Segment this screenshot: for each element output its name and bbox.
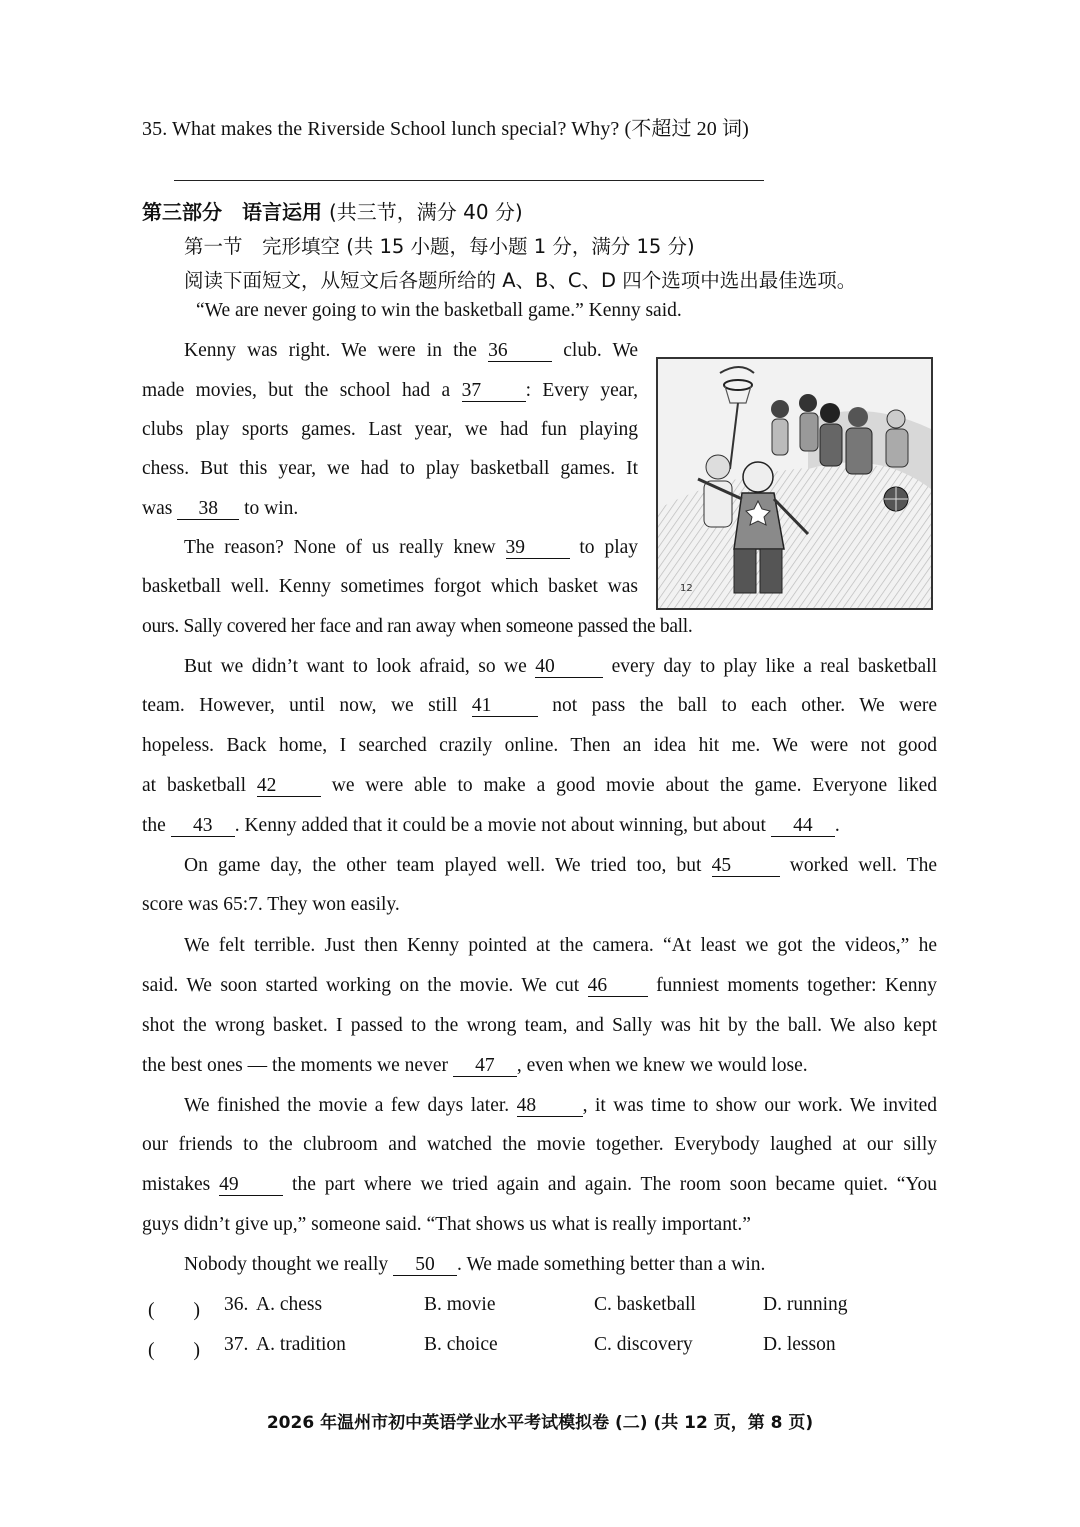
- option-b: B. movie: [424, 1294, 496, 1315]
- jersey-number: 12: [680, 583, 693, 594]
- text: the part where we tried again and again. The room soon became quiet. “You: [292, 1174, 937, 1195]
- basketball-illustration: [656, 357, 933, 610]
- passage-line: [142, 975, 937, 997]
- blank-48[interactable]: 48: [517, 1096, 583, 1117]
- text: was: [142, 498, 173, 519]
- text: team. However, until now, we still: [142, 695, 458, 716]
- passage-line: We felt terrible. Just then Kenny pointed at the camera. “At least we got the videos,” he: [184, 935, 937, 956]
- text: Kenny was right. We were in the: [184, 340, 477, 361]
- blank-50[interactable]: 50: [393, 1255, 457, 1276]
- text: But we didn’t want to look afraid, so we: [184, 656, 527, 677]
- blank-44[interactable]: 44: [771, 816, 835, 837]
- section-title-text: 第三部分 语言运用: [142, 200, 322, 224]
- option-d: D. running: [763, 1294, 848, 1315]
- passage-line: our friends to the clubroom and watched the movie together. Everybody laughed at our silly: [142, 1134, 937, 1155]
- text: to play: [579, 537, 639, 558]
- passage-line: score was 65:7. They won easily.: [142, 894, 400, 915]
- basketball-icon: [884, 487, 908, 511]
- option-number: 36.: [224, 1294, 249, 1315]
- option-c: C. discovery: [594, 1334, 693, 1355]
- page-footer: 2026 年温州市初中英语学业水平考试模拟卷 (二) (共 12 页，第 8 页): [266, 1413, 814, 1433]
- blank-36[interactable]: 36: [488, 341, 552, 362]
- text: . We made something better than a win.: [457, 1254, 766, 1275]
- passage-line: hopeless. Back home, I searched crazily online. Then an idea hit me. We were not good: [142, 735, 937, 756]
- blank-41[interactable]: 41: [472, 696, 538, 717]
- passage-line: [142, 380, 638, 402]
- section-title-note: (共三节，满分 40 分): [328, 200, 523, 224]
- text: every day to play like a real basketball: [611, 656, 938, 677]
- blank-39[interactable]: 39: [506, 538, 570, 559]
- passage-line: chess. But this year, we had to play basketball games. It: [142, 458, 638, 479]
- text: the: [142, 815, 166, 836]
- answer-line[interactable]: [174, 180, 764, 181]
- passage-line: [184, 855, 937, 877]
- section-title: [142, 196, 523, 225]
- text: funniest moments together: Kenny: [656, 975, 938, 996]
- passage-line: [184, 656, 937, 678]
- option-a: A. tradition: [256, 1334, 346, 1355]
- passage-line: [142, 1055, 808, 1077]
- blank-47[interactable]: 47: [453, 1056, 517, 1077]
- text: made movies, but the school had a: [142, 380, 451, 401]
- passage-line: [142, 815, 840, 837]
- blank-38[interactable]: 38: [177, 499, 239, 520]
- blank-49[interactable]: 49: [219, 1175, 283, 1196]
- option-b: B. choice: [424, 1334, 498, 1355]
- text: mistakes: [142, 1174, 211, 1195]
- passage-line: [142, 498, 298, 520]
- option-a: A. chess: [256, 1294, 323, 1315]
- blank-45[interactable]: 45: [712, 856, 780, 877]
- passage-line: guys didn’t give up,” someone said. “That shows us what is really important.”: [142, 1214, 751, 1235]
- text: club. We: [563, 340, 638, 361]
- option-number: 37.: [224, 1334, 249, 1355]
- passage-line: [142, 1174, 937, 1196]
- text: We finished the movie a few days later.: [184, 1095, 510, 1116]
- text: at basketball: [142, 775, 246, 796]
- text: On game day, the other team played well. We tried too, but: [184, 855, 702, 876]
- text: worked well. The: [789, 855, 938, 876]
- text: to win.: [244, 498, 299, 519]
- passage-line: shot the wrong basket. I passed to the wrong team, and Sally was hit by the ball. We also kept: [142, 1015, 937, 1036]
- text: The reason? None of us really knew: [184, 537, 496, 558]
- text: . Kenny added that it could be a movie not about winning, but about: [234, 815, 766, 836]
- text: we were able to make a good movie about the game. Everyone liked: [331, 775, 937, 796]
- section-subtitle: 第一节 完形填空 (共 15 小题，每小题 1 分，满分 15 分): [184, 235, 695, 258]
- answer-paren[interactable]: ( ): [148, 1340, 200, 1361]
- text: not pass the ball to each other. We were: [552, 695, 938, 716]
- question-35: 35. What makes the Riverside School lunch special? Why? (不超过 20 词): [142, 118, 749, 140]
- blank-43[interactable]: 43: [171, 816, 235, 837]
- text: Nobody thought we really: [184, 1254, 389, 1275]
- basketball-players-drawing: [658, 359, 931, 608]
- passage-line: ours. Sally covered her face and ran away when someone passed the ball.: [142, 616, 693, 637]
- blank-42[interactable]: 42: [257, 776, 321, 797]
- blank-37[interactable]: 37: [462, 381, 526, 402]
- passage-line: basketball well. Kenny sometimes forgot which basket was: [142, 576, 638, 597]
- passage-line: [142, 775, 937, 797]
- text: .: [834, 815, 840, 836]
- text: said. We soon started working on the movie. We cut: [142, 975, 580, 996]
- passage-line: [184, 537, 638, 559]
- passage-line: [142, 695, 937, 717]
- passage-line: [184, 340, 638, 362]
- passage-line: [184, 1095, 937, 1117]
- blank-40[interactable]: 40: [535, 657, 603, 678]
- option-c: C. basketball: [594, 1294, 696, 1315]
- option-d: D. lesson: [763, 1334, 836, 1355]
- text: : Every year,: [525, 380, 638, 401]
- answer-paren[interactable]: ( ): [148, 1300, 200, 1321]
- passage-line: “We are never going to win the basketball game.” Kenny said.: [196, 300, 682, 321]
- passage-line: clubs play sports games. Last year, we had fun playing: [142, 419, 638, 440]
- instruction: 阅读下面短文，从短文后各题所给的 A、B、C、D 四个选项中选出最佳选项。: [184, 269, 857, 292]
- passage-line: [184, 1254, 765, 1276]
- text: , even when we knew we would lose.: [516, 1055, 808, 1076]
- blank-46[interactable]: 46: [588, 976, 648, 997]
- text: the best ones — the moments we never: [142, 1055, 448, 1076]
- text: , it was time to show our work. We invited: [582, 1095, 938, 1116]
